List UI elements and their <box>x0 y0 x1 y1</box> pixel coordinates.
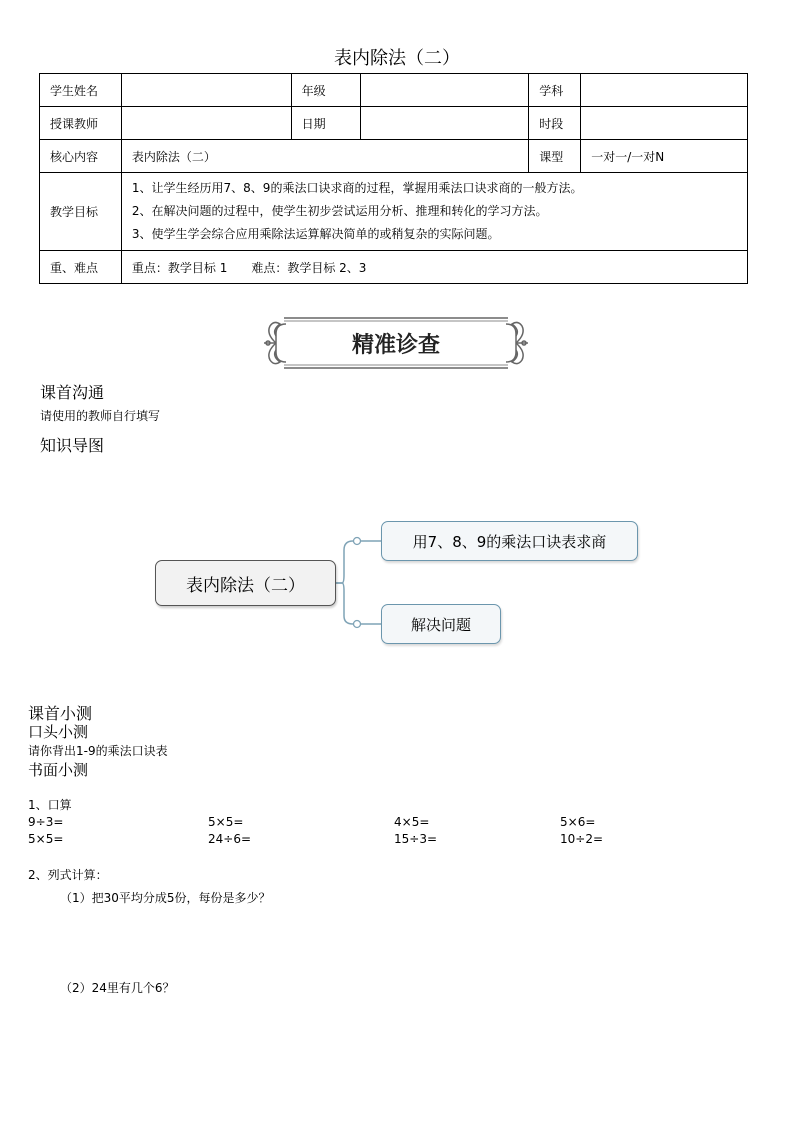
date-label: 日期 <box>291 107 360 140</box>
oral-note: 请你背出1-9的乘法口诀表 <box>28 744 168 758</box>
goal-item: 1、让学生经历用7、8、9的乘法口诀求商的过程，掌握用乘法口诀求商的一般方法。 <box>131 181 583 195</box>
calc-item: 5×5= <box>208 815 244 829</box>
lesson-info-table <box>39 73 748 284</box>
written-heading: 书面小测 <box>28 761 89 779</box>
intro-note: 请使用的教师自行填写 <box>40 409 161 423</box>
grade-field[interactable] <box>360 74 529 107</box>
calc-item: 5×6= <box>560 815 596 829</box>
mindmap-branch: 解决问题 <box>381 604 501 644</box>
core-value: 表内除法（二） <box>121 140 528 173</box>
test-heading: 课首小测 <box>28 704 93 723</box>
q1-label: 1、口算 <box>28 798 72 812</box>
page-title: 表内除法（二） <box>334 48 460 69</box>
map-heading: 知识导图 <box>40 436 105 455</box>
section-banner <box>262 312 530 374</box>
grade-label: 年级 <box>291 74 360 107</box>
goal-item: 3、使学生学会综合应用乘除法运算解决简单的或稍复杂的实际问题。 <box>131 227 500 241</box>
calc-item: 9÷3= <box>28 815 64 829</box>
key-label: 重、难点 <box>40 251 122 284</box>
mindmap-branch: 用7、8、9的乘法口诀表求商 <box>381 521 638 561</box>
teacher-field[interactable] <box>121 107 291 140</box>
intro-heading: 课首沟通 <box>40 383 105 402</box>
oral-heading: 口头小测 <box>28 723 89 741</box>
calc-item: 24÷6= <box>208 832 252 846</box>
calc-item: 15÷3= <box>394 832 438 846</box>
calc-item: 4×5= <box>394 815 430 829</box>
banner-text: 精准诊查 <box>351 331 440 358</box>
teacher-label: 授课教师 <box>40 107 122 140</box>
period-label: 时段 <box>529 107 581 140</box>
goal-item: 2、在解决问题的过程中，使学生初步尝试运用分析、推理和转化的学习方法。 <box>131 204 548 218</box>
mindmap-root: 表内除法（二） <box>155 560 336 606</box>
subject-field[interactable] <box>581 74 748 107</box>
q2-item: （1）把30平均分成5份，每份是多少？ <box>60 891 271 905</box>
subject-label: 学科 <box>529 74 581 107</box>
student-name-field[interactable] <box>121 74 291 107</box>
goals-list <box>121 173 747 251</box>
type-label: 课型 <box>529 140 581 173</box>
student-name-label: 学生姓名 <box>40 74 122 107</box>
calc-item: 10÷2= <box>560 832 604 846</box>
calc-item: 5×5= <box>28 832 64 846</box>
key-value: 重点：教学目标 1 难点：教学目标 2、3 <box>121 251 747 284</box>
core-label: 核心内容 <box>40 140 122 173</box>
date-field[interactable] <box>360 107 529 140</box>
period-field[interactable] <box>581 107 748 140</box>
goals-label: 教学目标 <box>40 173 122 251</box>
q2-item: （2）24里有几个6？ <box>60 981 175 995</box>
type-value: 一对一/一对N <box>581 140 748 173</box>
q2-label: 2、列式计算： <box>28 868 108 882</box>
